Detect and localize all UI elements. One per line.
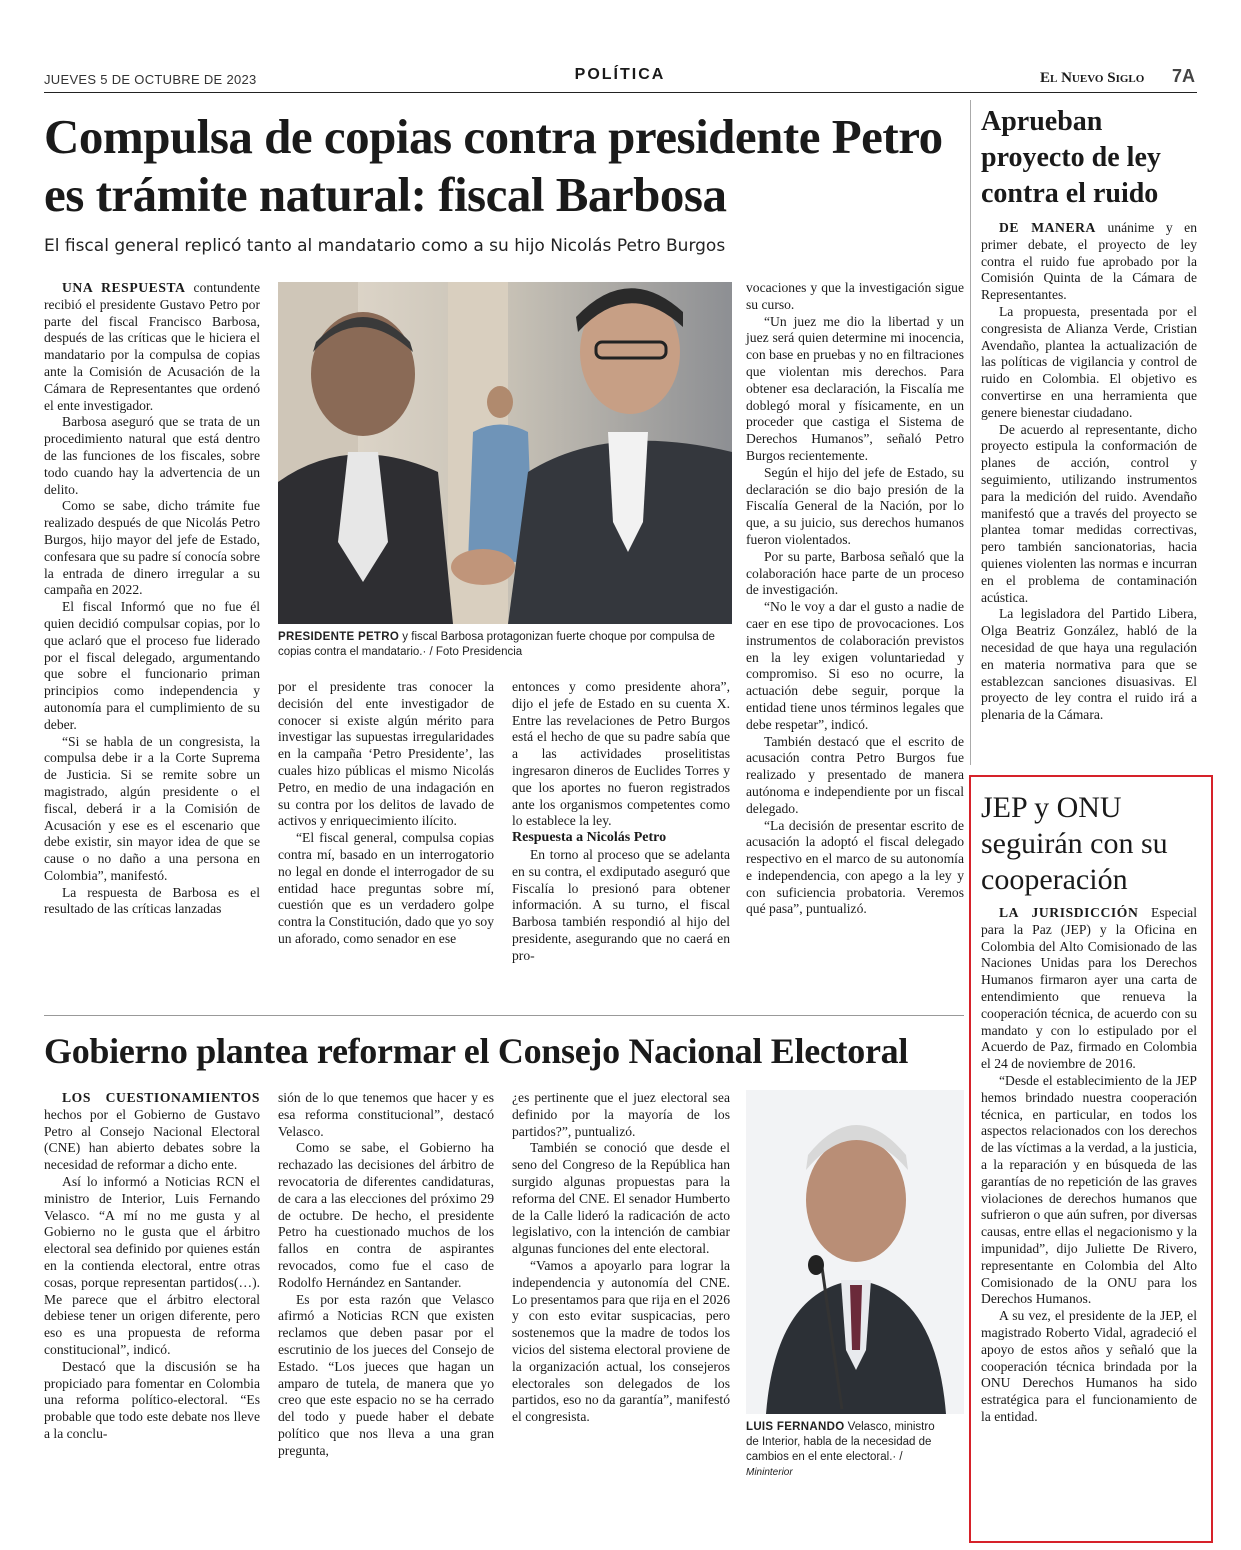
main-col4-p3: Según el hijo del jefe de Estado, su declaración se dio bajo presión de la Fiscalía General de la Nación, por lo que, a su juicio, sus derechos humanos fueron violentados. xyxy=(746,464,964,547)
cne-col3-p3: “Vamos a apoyarlo para lograr la independencia y autonomía del CNE. Lo presentamos para que rija en el 2026 y con esto evitar suspicacias, pero sostenemos que la madre de todos los vicios del sistema electoral proviene de la organización actual, los consejeros electorales son delegados de los partidos, eso no da garantía”, manifestó el congresista. xyxy=(512,1257,730,1425)
masthead: El Nuevo Siglo xyxy=(1040,70,1145,86)
main-col2-p1: por el presidente tras conocer la decisión del ente investigador de conocer si existe algún mérito para investigar las supuestas irregularidades en la campaña ‘Petro Presidente’, las cuales hizo públicas el mismo Nicolás Petro, en medio de una indagación en su contra por los delitos de lavado de activos y enriquecimiento ilícito. xyxy=(278,679,494,829)
main-headline: Compulsa de copias contra presidente Petro es trámite natural: fiscal Barbosa xyxy=(44,109,943,222)
main-col4-p4: Por su parte, Barbosa señaló que la colaboración hace parte de un proceso de investigación. xyxy=(746,548,964,598)
cne-col1-p2: Así lo informó a Noticias RCN el ministro de Interior, Luis Fernando Velasco. “A mí no me gusta y al Gobierno no le gusta que el árbitro electoral sea definido por quienes están en la contienda electoral, entre otras cosas, porque representan partidos(…). Me parece que el árbitro electoral debiese tener un origen diferente, pero eso es una propuesta de reforma constitucional”, indicó. xyxy=(44,1173,260,1357)
main-col4-p2: “Un juez me dio la libertad y un juez será quien determine mi inocencia, con base en pruebas y no en filtraciones que violentan mis derechos. Para obtener esa declaración, la Fiscalía me doblegó moral y físicamente, en un proceder que castiga el Sistema de Derechos Humanos”, señaló Petro Burgos recientemente. xyxy=(746,313,964,463)
main-col1-p5: “Si se habla de un congresista, la compulsa debe ir a la Corte Suprema de Justicia. Si se remite sobre un magistrado, algún presidente o el fiscal, deberá ir a la Comisión de Acusación y ese es el escenario que debe existir, sin mayor idea de que se cause o no daño a una persona en Colombia”, manifestó. xyxy=(44,733,260,883)
cne-col-1 xyxy=(44,1090,260,1443)
issue-date: JUEVES 5 DE OCTUBRE DE 2023 xyxy=(44,72,257,87)
main-col-4 xyxy=(746,280,964,918)
cne-col1-p1: hechos por el Gobierno de Gustavo Petro al Consejo Nacional Electoral (CNE) han abierto debates sobre la necesidad de reformar a dicho ente. xyxy=(44,1106,260,1173)
main-col1-p1: contundente recibió el presidente Gustavo Petro por parte del fiscal Francisco Barbosa, después de las críticas que le hiciera el mandatario por la compulsa de copias ante la Comisión de Acusación de la Cámara de Representantes que ordenó el ente investigador. xyxy=(44,280,260,413)
jep-p3: A su vez, el presidente de la JEP, el magistrado Roberto Vidal, agradeció el apoyo de estos años y señaló que la cooperación técnica brindada por la ONU Derechos Humanos ha sido estratégica para el funcionamiento de la entidad. xyxy=(981,1308,1197,1424)
ruido-body xyxy=(981,220,1197,724)
main-col2-p2: “El fiscal general, compulsa copias contra mí, basado en un interrogatorio no legal en donde el interrogador de su entidad hace preguntas sobre mí, cuestión que es un verdadero golpe contra la Constitución, dado que yo soy un aforado, como senador en ese xyxy=(278,830,494,946)
cne-col2-p3: Es por esta razón que Velasco afirmó a Noticias RCN que existen reclamos que deben pasar por el escrutinio de los jueces del Consejo de Estado. “Los jueces que hagan un amparo de tutela, de manera que yo creo que este espacio no se ha cerrado del todo y puede haber el debate político que nos lleva a una gran pregunta, xyxy=(278,1291,494,1458)
main-col-2 xyxy=(278,679,494,948)
cne-caption-lead: LUIS FERNANDO xyxy=(746,1421,845,1433)
ruido-p2: La propuesta, presentada por el congresista de Alianza Verde, Cristian Avendaño, plantea la actualización de las políticas de vigilancia y control de ruido en Colombia. El objetivo es convertirse en una herramienta que genere bienestar ciudadano. xyxy=(981,303,1197,420)
main-col3-subhead: Respuesta a Nicolás Petro xyxy=(512,830,667,846)
main-subheadline: El fiscal general replicó tanto al mandatario como a su hijo Nicolás Petro Burgos xyxy=(44,236,726,256)
jep-lead: LA JURISDICCIÓN xyxy=(999,905,1139,920)
main-col4-p7: “La decisión de presentar escrito de acusación la adoptó el fiscal delegado respectivo en el marco de su autonomía e independencia, con apego a la ley y con suficiencia probatoria. Veremos qué pasa”, puntualizó. xyxy=(746,817,964,917)
jep-p1: Especial para la Paz (JEP) y la Oficina en Colombia del Alto Comisionado de las Naciones Unidas para los Derechos Humanos firmaron ayer una carta de entendimiento que renueva la cooperación técnica, de acuerdo con su mandato y con lo estipulado por el Acuerdo de Paz, firmado en Colombia el 24 de noviembre de 2016. xyxy=(981,905,1197,1072)
caption-text: y fiscal Barbosa protagonizan fuerte choque por compulsa de copias contra el mandatario.· / Foto Presidencia xyxy=(278,631,715,658)
main-col4-p6: También destacó que el escrito de acusación contra Petro Burgos fue realizado y presentado de manera autónoma e independiente por un fiscal delegado. xyxy=(746,733,964,816)
cne-col-3 xyxy=(512,1090,730,1426)
page-number: 7A xyxy=(1172,66,1196,86)
main-col4-p5: “No le voy a dar el gusto a nadie de caer en ese tipo de provocaciones. Los instrumentos de colaboración previstos en la ley exigen voluntariedad y compromiso. Si eso no ocurre, la actuación debe seguir, porque la entidad tiene unos términos legales que debe respetar”, indicó. xyxy=(746,599,964,732)
main-photo-caption xyxy=(278,630,732,660)
cne-col3-p1: ¿es pertinente que el juez electoral sea definido por la mayoría de los partidos?”, puntualizó. xyxy=(512,1090,730,1139)
section-rule xyxy=(44,1015,964,1016)
cne-col-2 xyxy=(278,1090,494,1460)
main-col1-p2: Barbosa aseguró que se trata de un procedimiento natural que está dentro de las funciones de los fiscales, sobre todo cuando hay la advertencia de un delito. xyxy=(44,414,260,497)
cne-col2-p2: Como se sabe, el Gobierno ha rechazado las decisiones del árbitro de revocatoria de diferentes candidaturas, de cara a las elecciones del próximo 29 de octubre. De hecho, el presidente Petro ha cuestionado muchos de los fallos en contra de aspirantes revocados, como fue el caso de Rodolfo Hernández en Santander. xyxy=(278,1140,494,1290)
ruido-headline: Aprueban proyecto de ley contra el ruido xyxy=(981,106,1161,209)
main-col3-p2: En torno al proceso que se adelanta en su contra, el exdiputado aseguró que Fiscalía lo presionó para obtener información. A su turno, el fiscal Barbosa también respondió al hijo del presidente, asegurando que no caerá en pro- xyxy=(512,846,730,963)
caption-lead: PRESIDENTE PETRO xyxy=(278,631,400,643)
cne-headline: Gobierno plantea reformar el Consejo Nacional Electoral xyxy=(44,1031,909,1071)
ruido-p3: De acuerdo al representante, dicho proyecto estipula la conformación de planes de acción, control y seguimiento, utilizando instrumentos para la medición del ruido. Avendaño manifestó que a través del proyecto se plantea tomar medidas correctivas, pero también sancionatorias, hacia quienes violenten las normas e incurran en el problema de contaminación acústica. xyxy=(981,421,1197,605)
cne-photo xyxy=(746,1090,964,1414)
main-col4-p1: vocaciones y que la investigación sigue su curso. xyxy=(746,280,964,312)
main-col-1 xyxy=(44,280,260,918)
ruido-lead: DE MANERA xyxy=(999,220,1096,235)
jep-p2: “Desde el establecimiento de la JEP hemos brindado nuestra cooperación técnica, en particular, en todos los aspectos relacionados con los derechos de las víctimas a la verdad, a la justicia, a la reparación y en búsqueda de las garantías de no repetición de las graves violaciones de derechos humanos que sufrieron o que aún sufren, por diversas causas, entre ellas el negacionismo y la impunidad”, dijo Juliette De Rivero, representante en Colombia del Alto Comisionado de la ONU para los Derechos Humanos. xyxy=(981,1072,1197,1307)
main-col1-p6: La respuesta de Barbosa es el resultado de las críticas lanzadas xyxy=(44,884,260,917)
main-photo xyxy=(278,282,732,624)
cne-col2-p1: sión de lo que tenemos que hacer y es esa reforma constitucional”, destacó Velasco. xyxy=(278,1090,494,1139)
jep-body xyxy=(981,905,1197,1426)
section-title: POLÍTICA xyxy=(574,66,666,83)
cne-photo-credit: Mininterior xyxy=(746,1467,793,1478)
main-col1-p3: Como se sabe, dicho trámite fue realizado después de que Nicolás Petro Burgos, hijo mayor del jefe de Estado, confesara que su padre sí conocía sobre la entrada de dinero irregular a su campaña en 2022. xyxy=(44,498,260,598)
main-col3-p1: entonces y como presidente ahora”, dijo el jefe de Estado en su cuenta X. Entre las revelaciones de Petro Burgos está el hecho de que su padre sabía que a las actividades proselitistas ingresaron dineros de Euclides Torres y que los aportes no fueron registrados ante los organismos competentes como lo establece la ley. xyxy=(512,679,730,829)
main-col-3 xyxy=(512,679,730,965)
ruido-p4: La legisladora del Partido Libera, Olga Beatriz González, habló de la necesidad de que haya una regulación en materia normativa para que se establezcan sanciones disuasivas. El proyecto de ley contra el ruido irá a plenaria de la Cámara. xyxy=(981,606,1197,723)
header-rule xyxy=(44,92,1197,93)
cne-col3-p2: También se conoció que desde el seno del Congreso de la República han surgido algunas propuestas para la reforma del CNE. El senador Humberto de la Calle lideró la radicación de acto legislativo, con la intención de cambiar algunas funciones del ente electoral. xyxy=(512,1140,730,1257)
cne-photo-caption xyxy=(746,1420,946,1480)
cne-lead: LOS CUESTIONAMIENTOS xyxy=(62,1090,260,1105)
main-col1-p4: El fiscal Informó que no fue él quien decidió compulsar copias, por lo que aclaró que el proceso fue liderado por el fiscal delegado, argumentando que sobre el funcionario priman principios como independencia y autonomía para el cumplimiento de su deber. xyxy=(44,599,260,732)
cne-col1-p3: Destacó que la discusión se ha propiciado para fomentar en Colombia una reforma político-electoral. “Es probable que todo este debate nos lleve a la conclu- xyxy=(44,1358,260,1441)
column-divider xyxy=(970,100,971,765)
cne-caption-text: Velasco, ministro de Interior, habla de la necesidad de cambios en el ente electoral.· / xyxy=(746,1421,935,1463)
main-lead: UNA RESPUESTA xyxy=(62,280,186,295)
ruido-p1: unánime y en primer debate, el proyecto de ley contra el ruido fue aprobado por la Comisión Quinta de la Cámara de Representantes. xyxy=(981,220,1197,303)
jep-headline: JEP y ONU seguirán con su cooperación xyxy=(981,791,1168,896)
